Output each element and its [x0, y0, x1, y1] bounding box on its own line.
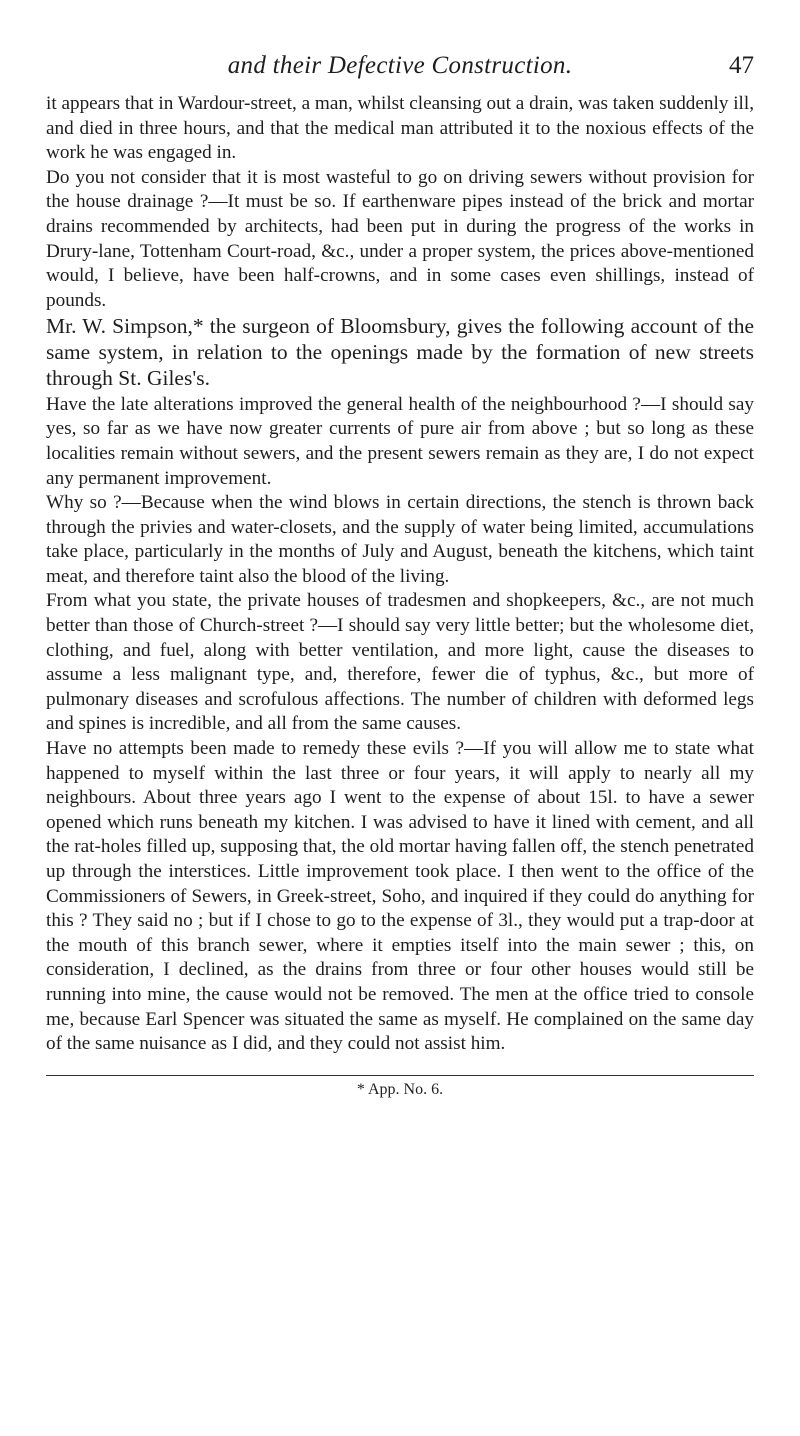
paragraph-1: it appears that in Wardour-street, a man, whilst cleansing out a drain, was taken suddenly ill, and died in three hours, and that the medical man attributed it to the noxious effects of the work he was engaged in. — [46, 93, 754, 164]
book-page — [46, 52, 754, 1099]
page-header — [46, 52, 754, 86]
testimony-2: Why so ?—Because when the wind blows in certain directions, the stench is thrown back through the privies and water-closets, and the supply of water being limited, accumulations take place, particularly in the months of July and August, beneath the kitchens, which taint meat, and therefore taint also the blood of the living. — [46, 492, 754, 587]
page-number: 47 — [729, 52, 754, 79]
intro-paragraph: Mr. W. Simpson,* the surgeon of Bloomsbury, gives the following account of the same system, in relation to the openings made by the formation of new streets through St. Giles's. — [46, 314, 754, 390]
testimony-4: Have no attempts been made to remedy these evils ?—If you will allow me to state what happened to myself within the last three or four years, it will apply to nearly all my neighbours. About three years ago I went to the expense of about 15l. to have a sewer opened which runs beneath my kitchen. I was advised to have it lined with cement, and all the rat-holes filled up, supposing that, the old mortar having fallen off, the stench penetrated up through the interstices. Little improvement took place. I then went to the office of the Commissioners of Sewers, in Greek-street, Soho, and inquired if they could do anything for this ? They said no ; but if I chose to go to the expense of 3l., they would put a trap-door at the mouth of this branch sewer, where it empties itself into the main sewer ; this, on consideration, I declined, as the drains from three or four other houses would still be running into mine, the cause would not be removed. The men at the office tried to console me, because Earl Spencer was situated the same as myself. He complained on the same day of the same nuisance as I did, and they could not assist him. — [46, 738, 754, 1055]
footnote: * App. No. 6. — [356, 1080, 444, 1098]
running-title: and their Defective Construction. — [227, 52, 573, 79]
paragraph-2: Do you not consider that it is most wasteful to go on driving sewers without provision for the house drainage ?—It must be so. If earthenware pipes instead of the brick and mortar drains recommended by architects, had been put in during the progress of the works in Drury-lane, Tottenham Court-road, &c., under a proper system, the prices above-mentioned would, I believe, have been half-crowns, and in some cases even shillings, instead of pounds. — [46, 166, 754, 311]
testimony-1: Have the late alterations improved the general health of the neighbourhood ?—I should say yes, so far as we have now greater currents of pure air from above ; but so long as these localities remain without sewers, and the present sewers remain as they are, I do not expect any permanent improvement. — [46, 393, 754, 489]
footnote-divider — [46, 1075, 754, 1076]
testimony-3: From what you state, the private houses of tradesmen and shopkeepers, &c., are not much better than those of Church-street ?—I should say very little better; but the wholesome diet, clothing, and fuel, along with better ventilation, and more light, cause the diseases to assume a less malignant type, and, therefore, fewer die of typhus, &c., but more of pulmonary diseases and scrofulous affections. The number of children with deformed legs and spines is incredible, and all from the same causes. — [46, 590, 754, 735]
